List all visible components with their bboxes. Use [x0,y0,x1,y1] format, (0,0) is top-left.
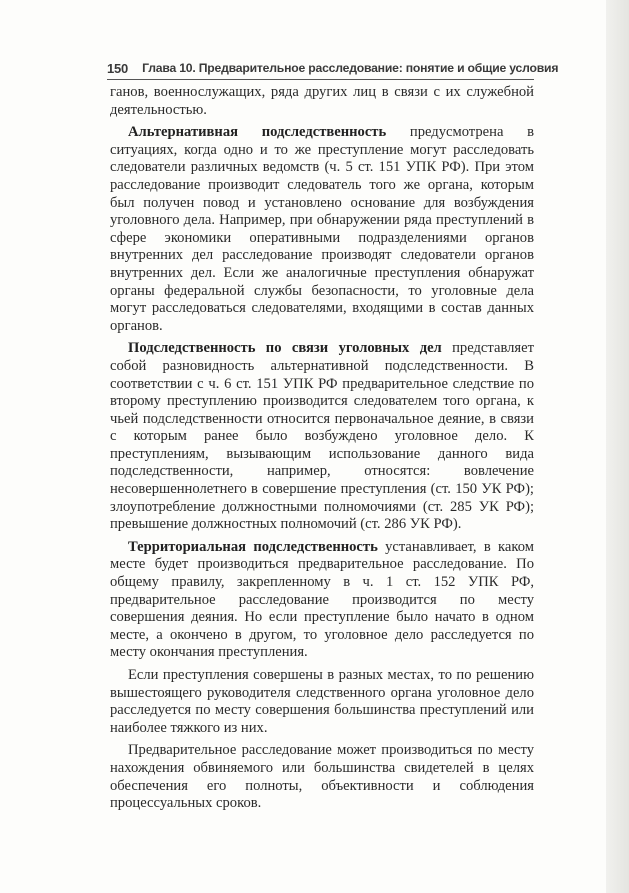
term-territorial-jurisdiction: Территориальная подследственность [128,538,378,555]
paragraph-multiple-places [110,667,534,737]
paragraph-text: ганов, военнослужащих, ряда других лиц в связи с их служебной деятельностью. [110,84,534,118]
term-alternative-jurisdiction: Альтернативная подследственность [128,124,387,141]
paragraph-territorial-jurisdiction [110,539,534,662]
page-edge-shadow [606,0,629,893]
paragraph-text: устанавливает, в каком месте будет производиться предварительное расследование. По общему правилу, закрепленному в ч. 1 ст. 152 УПК РФ, предварительное расследование производится по месту совершения деяния. Но если преступление было начато в одном месте, а окончено в другом, то уголовное дело расследуется по месту окончания преступления. [110,538,534,661]
running-header [107,57,559,80]
paragraph-location-of-accused [110,742,534,812]
paragraph-alternative-jurisdiction [110,124,534,335]
page-body [110,84,534,813]
paragraph-text: предусмотрена в ситуациях, когда одно и то же преступление могут расследовать следователи различных ведомств (ч. 5 ст. 151 УПК РФ). При этом расследование производит следователь того же органа, которым был получен повод и установлено основание для возбуждения уголовного дела. Например, при обнаружении ряда преступлений в сфере экономики оперативными подразделениями органов внутренних дел расследование производят следователи органов внутренних дел. Если же аналогичные преступления обнаружат органы федеральной службы безопасности, то уголовные дела могут расследоваться следователями, входящими в состав данных органов. [110,124,534,334]
paragraph-linked-cases [110,340,534,534]
chapter-title: Глава 10. Предварительное расследование: понятие и общие условия [142,61,559,75]
paragraph-text: Предварительное расследование может производиться по месту нахождения обвиняемого или большинства свидетелей в целях обеспечения его полноты, объективности и соблюдения процессуальных сроков. [110,742,534,812]
term-linked-cases: Подследственность по связи уголовных дел [128,340,442,357]
paragraph-text: Если преступления совершены в разных местах, то по решению вышестоящего руководителя следственного органа уголовное дело расследуется по месту совершения большинства преступлений или наиболее тяжкого из них. [110,667,534,736]
paragraph-continuation [110,84,534,119]
paragraph-text: представляет собой разновидность альтернативной подследственности. В соответствии с ч. 6 ст. 151 УПК РФ предварительное следствие по второму преступлению производится следователем того органа, к чьей подследственности относится первоначальное деяние, в связи с которым ранее было возбуждено уголовное дело. К преступлениям, вызывающим использование данного вида подследственности, например, относятся: вовлечение несовершеннолетнего в совершение преступления (ст. 150 УК РФ); злоупотребление должностными полномочиями (ст. 285 УК РФ); превышение должностных полномочий (ст. 286 УК РФ). [110,340,534,533]
page-number: 150 [107,60,129,76]
